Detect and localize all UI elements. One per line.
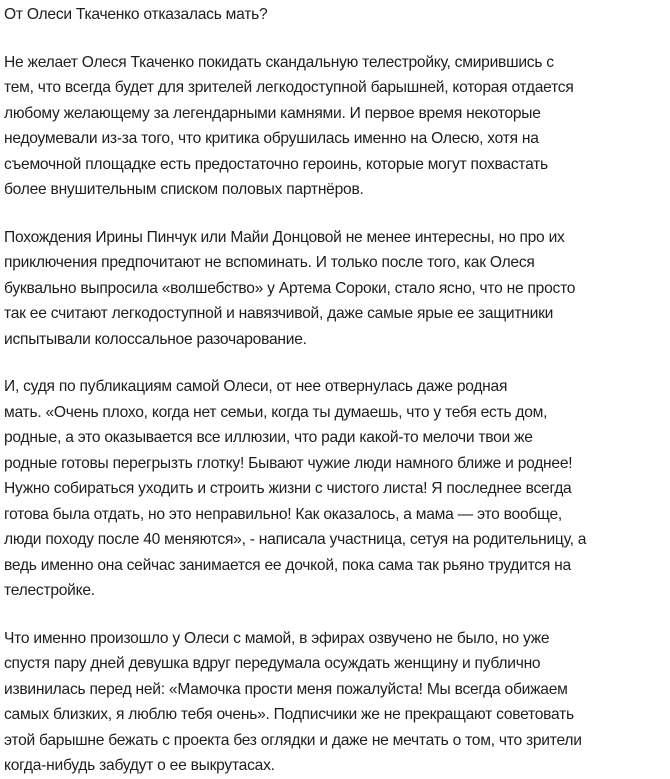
paragraph-4 — [4, 626, 670, 779]
article-title: От Олеси Ткаченко отказалась мать? — [4, 6, 268, 23]
text-line: самых близких, я люблю тебя очень». Подписчики же не прекращают советовать — [4, 706, 574, 723]
text-line: люди походу после 40 меняются», - написала участница, сетуя на родительницу, а — [4, 531, 587, 548]
text-line: Не желает Олеся Ткаченко покидать скандальную телестройку, смирившись с — [4, 53, 554, 71]
text-line: приключения предпочитают не вспоминать. И только после того, как Олеся — [4, 254, 535, 271]
paragraph-3 — [4, 374, 670, 604]
text-line: испытывали колоссальное разочарование. — [4, 330, 307, 348]
text-line: Нужно собираться уходить и строить жизни с чистого листа! Я последнее всегда — [4, 480, 572, 497]
text-line: недоумевали из-за того, что критика обрушилась именно на Олесю, хотя на — [4, 130, 539, 147]
text-line: телестройке. — [4, 582, 95, 599]
text-line: съемочной площадке есть предостаточно героинь, которые могут похвастать — [4, 155, 548, 173]
text-line: мать. «Очень плохо, когда нет семьи, когда ты думаешь, что у тебя есть дом, — [4, 403, 548, 421]
text-line: тем, что всегда будет для зрителей легкодоступной барышней, которая отдается — [4, 79, 574, 96]
text-line: извинилась перед ней: «Мамочка прости меня пожалуйста! Мы всегда обижаем — [4, 680, 568, 698]
text-line: так ее считают легкодоступной и навязчивой, даже самые ярые ее защитники — [4, 305, 554, 322]
text-line: Похождения Ирины Пинчук или Майи Донцовой не менее интересны, но про их — [4, 228, 565, 246]
text-line: спустя пару дней девушка вдруг передумала осуждать женщину и публично — [4, 655, 541, 672]
text-line: когда-нибудь забудут о ее выкрутасах. — [4, 757, 275, 774]
text-line: более внушительным списком половых партнёров. — [4, 181, 364, 198]
text-line: родные, а это оказывается все иллюзии, что ради какой-то мелочи твои же — [4, 429, 533, 446]
text-line: этой барышне бежать с проекта без оглядки и даже не мечтать о том, что зрители — [4, 731, 582, 749]
text-line: И, судя по публикациям самой Олеси, от нее отвернулась даже родная — [4, 378, 508, 395]
text-line: буквально выпросила «волшебство» у Артема Сороки, стало ясно, что не просто — [4, 279, 576, 297]
text-line: готова была отдать, но это неправильно! Как оказалось, а мама — это вообще, — [4, 505, 562, 523]
text-line: родные готовы перегрызть глотку! Бывают чужие люди намного ближе и роднее! — [4, 454, 573, 472]
text-line: Что именно произошло у Олеси с мамой, в эфирах озвучено не было, но уже — [4, 629, 550, 647]
paragraph-1 — [4, 50, 670, 203]
text-line: любому желающему за легендарными камнями. И первое время некоторые — [4, 104, 541, 122]
paragraph-2 — [4, 225, 670, 353]
text-line: ведь именно она сейчас занимается ее дочкой, пока сама так рьяно трудится на — [4, 556, 571, 574]
